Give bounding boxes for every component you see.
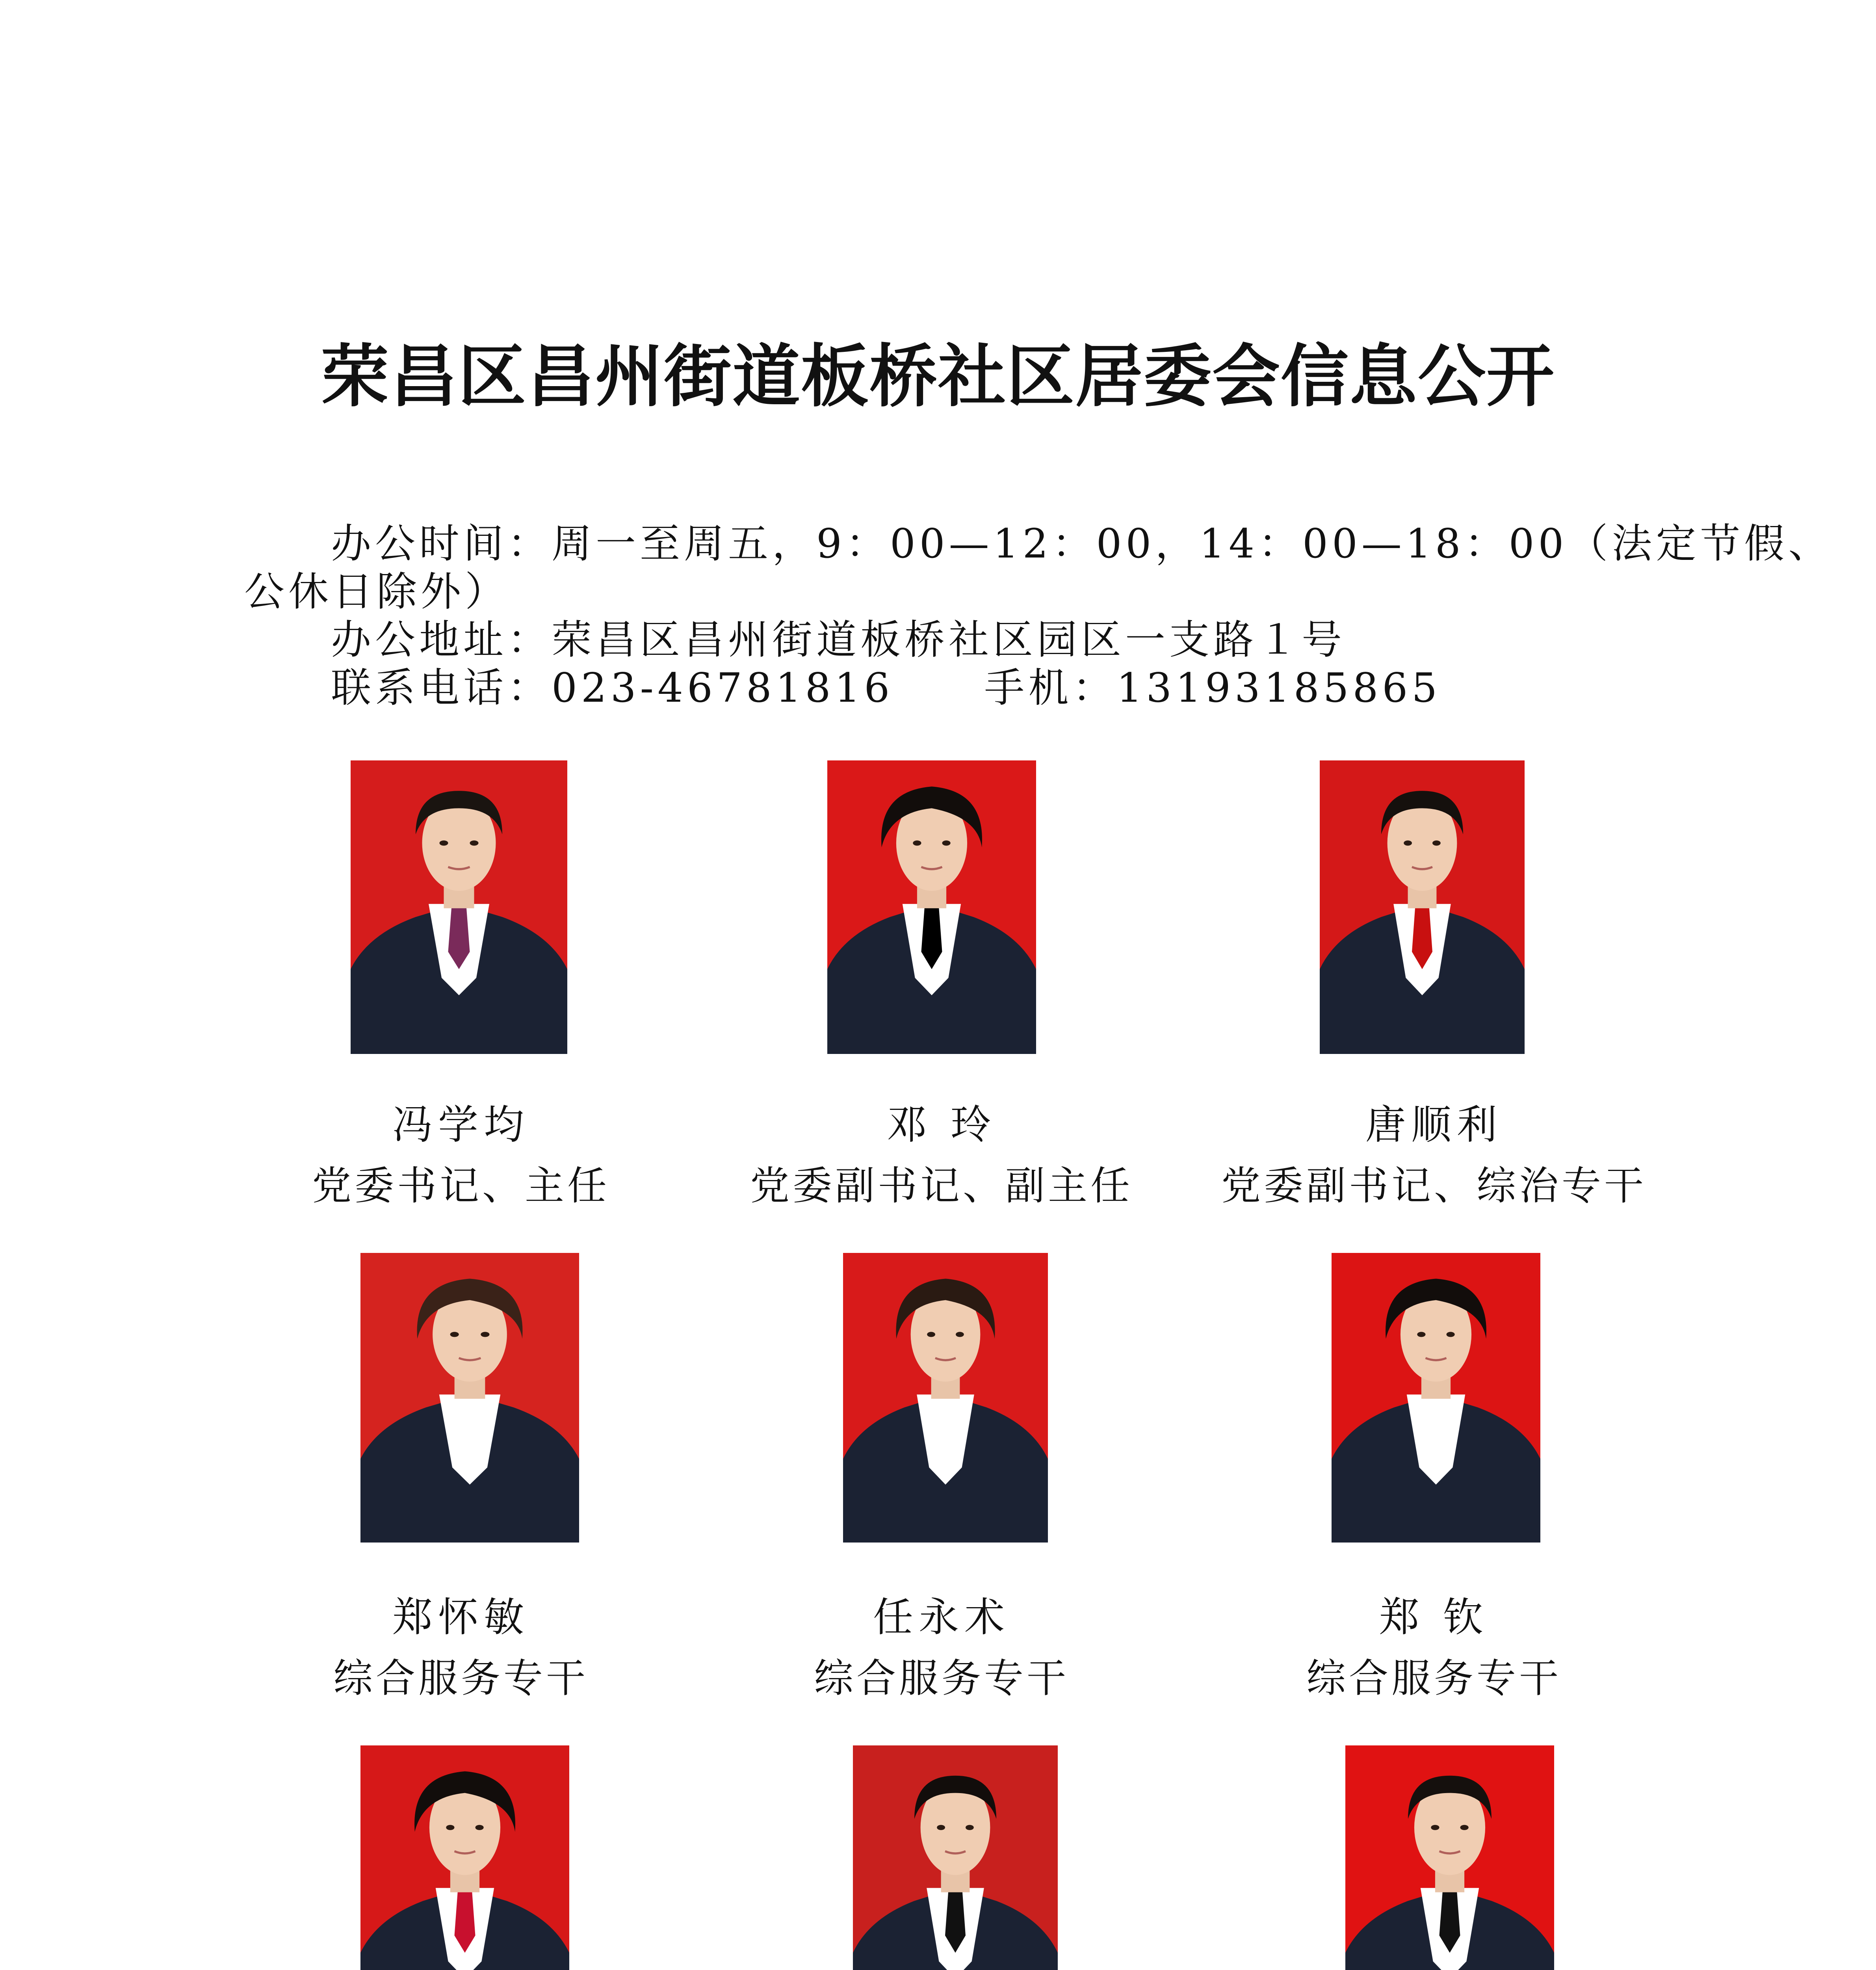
office-address: 办公地址：荣昌区昌州街道板桥社区园区一支路１号 xyxy=(331,617,1346,663)
contact-line xyxy=(331,664,1702,712)
staff-name: 郑 钦 xyxy=(1379,1594,1489,1641)
contact-mobile: 手机：13193185865 xyxy=(984,665,1441,712)
staff-photo xyxy=(827,760,1036,1054)
staff-name: 冯学均 xyxy=(392,1102,529,1149)
staff-name: 任永术 xyxy=(873,1594,1010,1641)
staff-photo xyxy=(1332,1253,1540,1543)
staff-photo xyxy=(351,760,567,1054)
staff-name: 邓 玲 xyxy=(886,1102,997,1149)
staff-photo xyxy=(1345,1745,1554,1970)
staff-role: 综合服务专干 xyxy=(814,1655,1069,1701)
staff-role: 综合服务专干 xyxy=(333,1655,589,1701)
staff-name: 郑怀敏 xyxy=(392,1594,529,1641)
staff-photo xyxy=(360,1253,579,1543)
contact-phone: 联系电话：023-46781816 xyxy=(331,665,894,712)
staff-role: 党委副书记、副主任 xyxy=(750,1163,1133,1209)
contact-info-block xyxy=(244,520,1833,712)
staff-role: 党委书记、主任 xyxy=(312,1163,610,1209)
staff-role: 综合服务专干 xyxy=(1306,1655,1562,1701)
staff-photo xyxy=(1320,760,1525,1054)
staff-photo xyxy=(853,1745,1058,1970)
staff-role: 党委副书记、综治专干 xyxy=(1221,1163,1647,1209)
staff-name: 唐顺利 xyxy=(1365,1102,1503,1149)
staff-photo xyxy=(843,1253,1048,1543)
office-hours-line1: 办公时间：周一至周五，9：00—12：00，14：00—18：00（法定节假、 xyxy=(331,520,1833,567)
staff-photo xyxy=(360,1745,569,1970)
document-title: 荣昌区昌州街道板桥社区居委会信息公开 xyxy=(321,337,1555,416)
office-hours-line2: 公休日除外） xyxy=(244,569,509,615)
